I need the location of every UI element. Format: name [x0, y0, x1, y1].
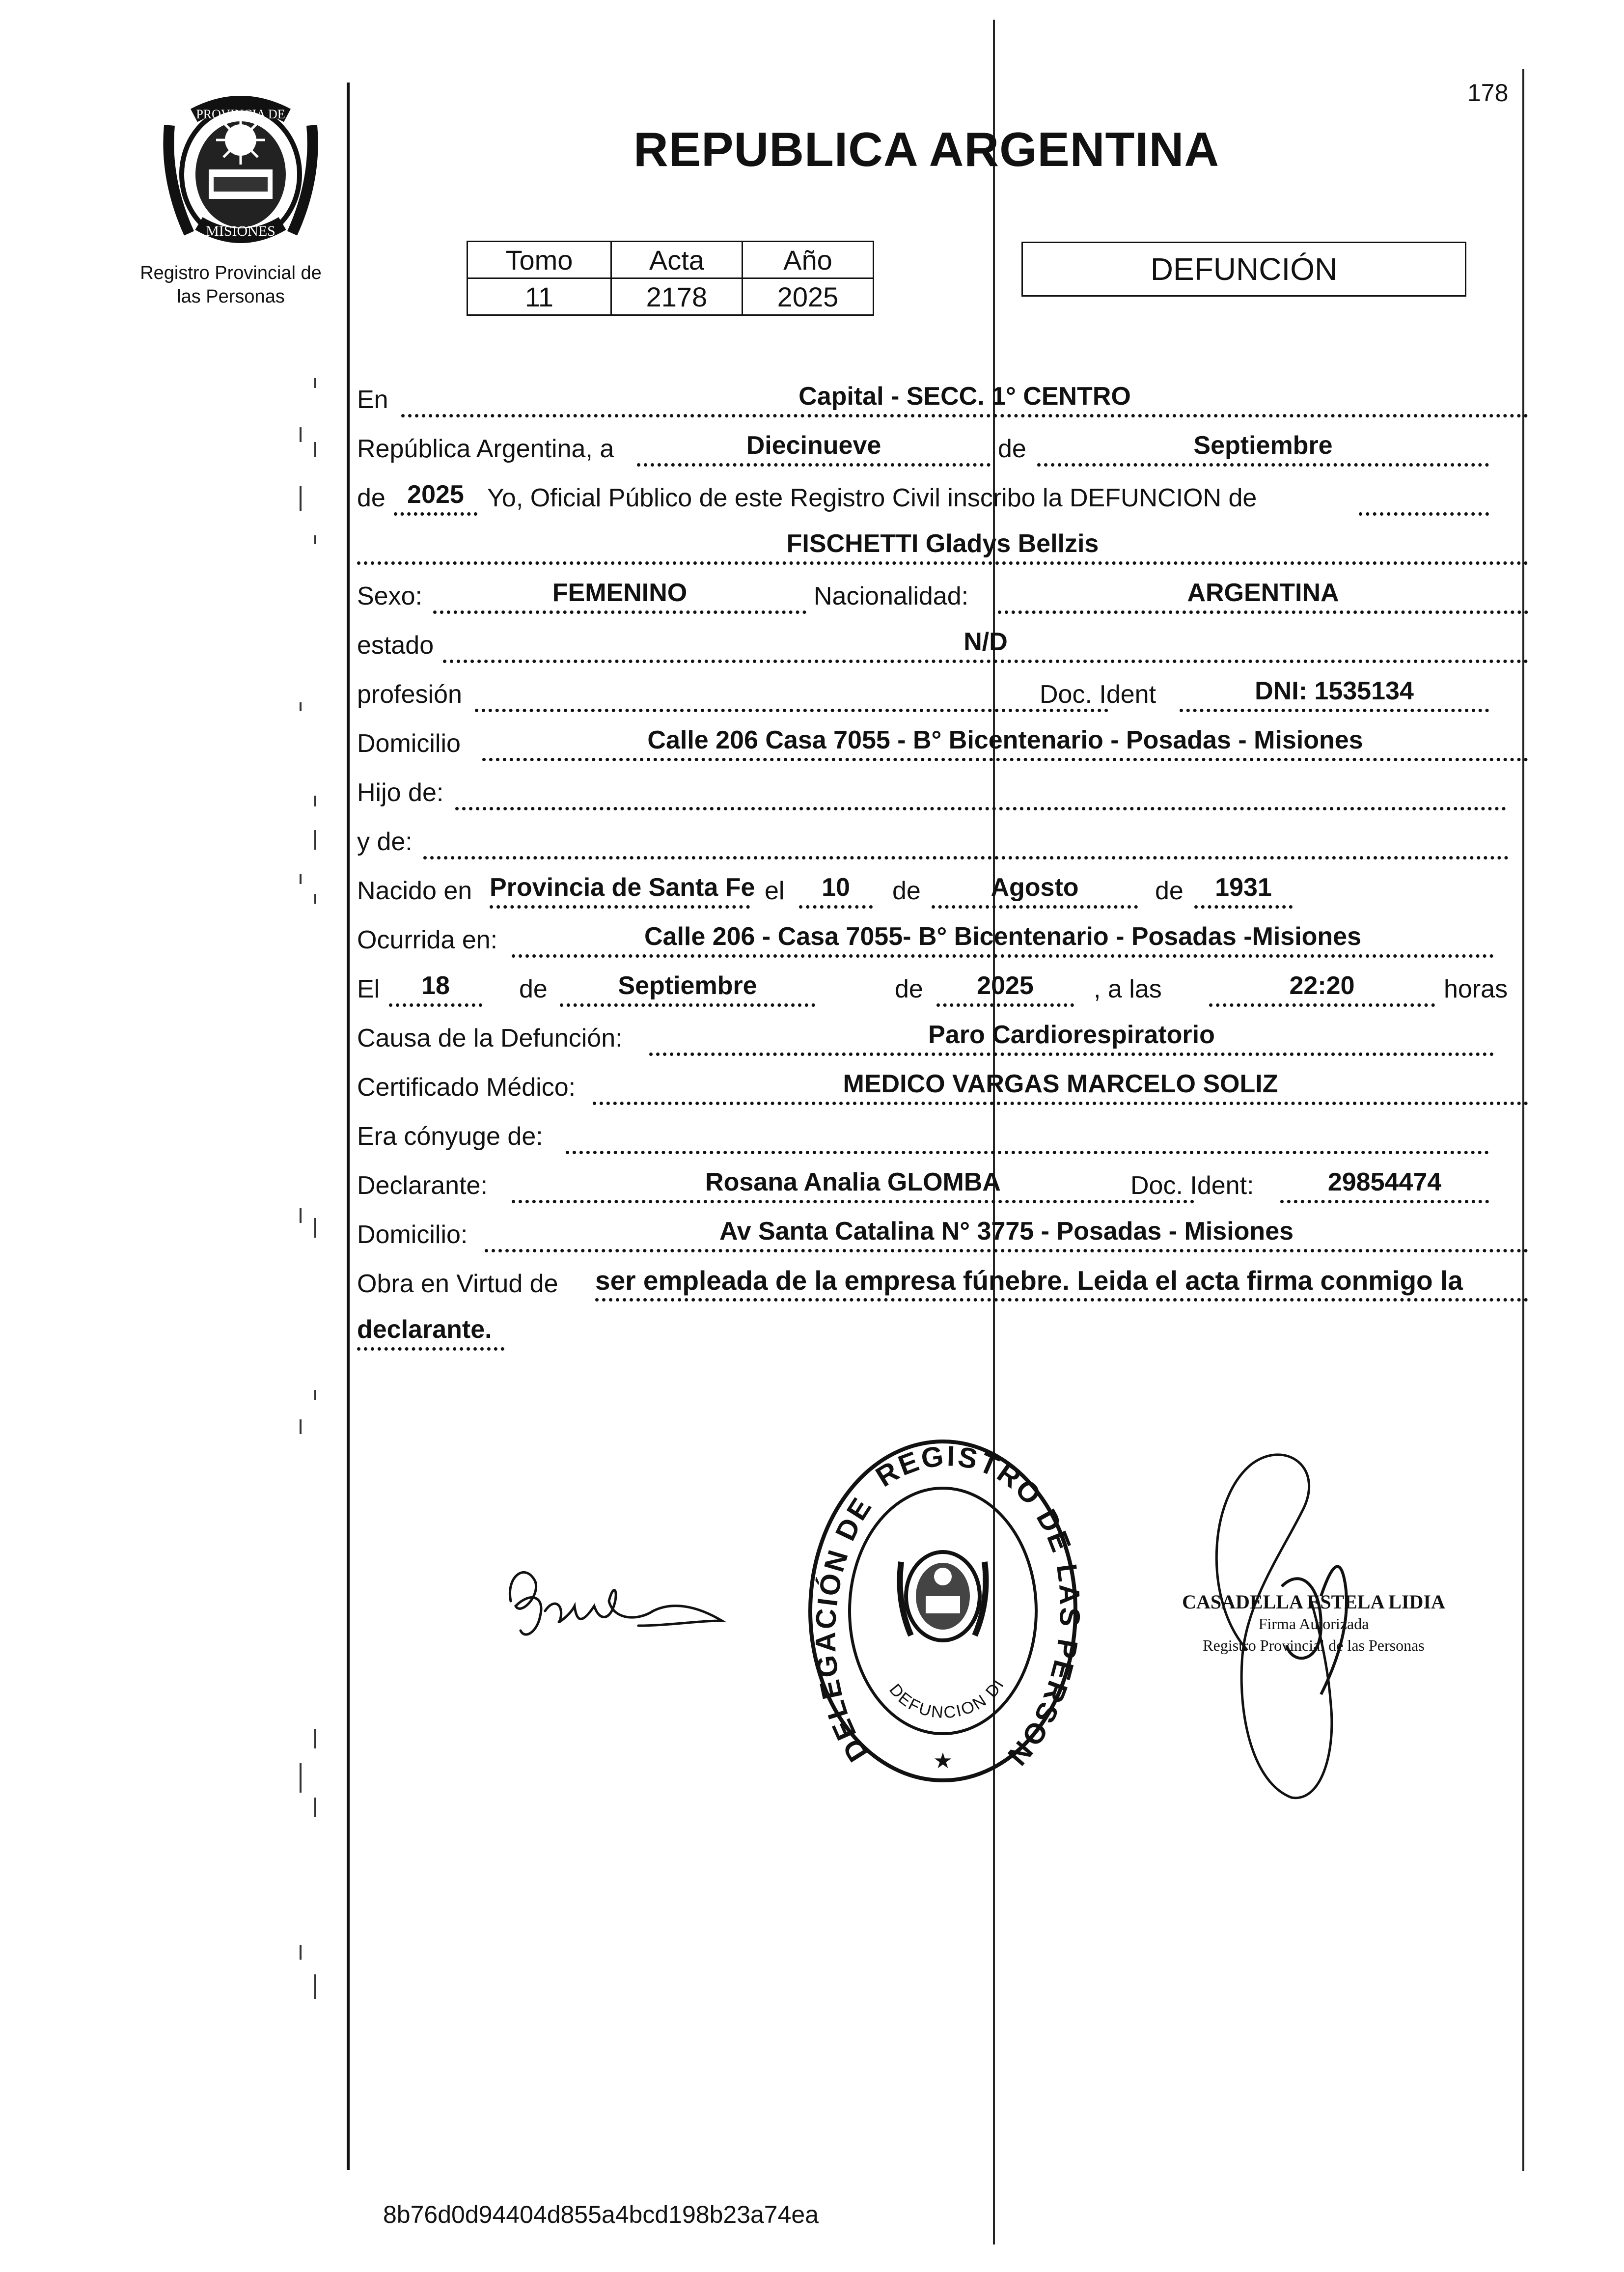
stamp-arc-top: REGISTRO DE PERSON	[870, 1440, 1080, 1773]
label-domicilio-declarante: Domicilio:	[357, 1220, 468, 1249]
field-hijo-de	[455, 772, 1506, 810]
label-certificado: Certificado Médico:	[357, 1073, 576, 1102]
field-y-de	[423, 821, 1509, 859]
act-type-box	[1021, 242, 1466, 297]
row-obra-en-virtud	[357, 1257, 1528, 1302]
field-declarante-doc: 29854474	[1280, 1164, 1489, 1203]
field-obra-line2: declarante.	[357, 1312, 504, 1351]
field-nacido-dia: 10	[799, 870, 873, 909]
row-causa	[357, 1012, 1528, 1056]
reference-table	[467, 241, 874, 316]
field-nacido-en: Provincia de Santa Fe	[490, 870, 750, 909]
seal-text-bottom: MISIONES	[206, 223, 275, 239]
label-hijo-de: Hijo de:	[357, 778, 444, 807]
field-conyuge	[566, 1115, 1489, 1154]
field-declarante-domicilio: Av Santa Catalina N° 3775 - Posadas - Misiones	[485, 1214, 1528, 1252]
label-conyuge: Era cónyuge de:	[357, 1122, 543, 1151]
field-causa: Paro Cardiorespiratorio	[649, 1017, 1494, 1056]
row-sexo	[357, 570, 1528, 614]
field-certificado: MEDICO VARGAS MARCELO SOLIZ	[593, 1066, 1528, 1105]
field-oficial-tail	[1359, 477, 1489, 516]
official-role: Firma Autorizada	[1258, 1615, 1369, 1633]
page-number: 178	[1467, 79, 1509, 107]
anio-value: 2025	[742, 278, 873, 315]
field-fallecimiento-anio: 2025	[936, 968, 1074, 1007]
page-title: REPUBLICA ARGENTINA	[633, 122, 1220, 176]
row-obra-en-virtud-2	[357, 1306, 1528, 1351]
row-y-de	[357, 815, 1528, 859]
field-hora: 22:20	[1209, 968, 1435, 1007]
field-nacido-mes: Agosto	[932, 870, 1138, 909]
field-mes-texto: Septiembre	[1037, 428, 1489, 467]
field-fallecimiento-dia: 18	[389, 968, 482, 1007]
field-ocurrida-en: Calle 206 - Casa 7055- B° Bicentenario - Posadas -Misiones	[512, 919, 1494, 958]
label-el: el	[765, 877, 785, 905]
row-fecha-acta	[357, 422, 1528, 467]
label-causa: Causa de la Defunción:	[357, 1024, 623, 1053]
label-en: En	[357, 386, 388, 414]
field-domicilio: Calle 206 Casa 7055 - B° Bicentenario - Posadas - Misiones	[482, 722, 1528, 761]
label-ocurrida-en: Ocurrida en:	[357, 926, 498, 954]
seal-text-top: PROVINCIA DE	[196, 107, 285, 121]
document-hash: 8b76d0d94404d855a4bcd198b23a74ea	[383, 2201, 819, 2228]
field-fallecido: FISCHETTI Gladys Bellzis	[357, 526, 1528, 565]
row-fecha-fallecimiento	[357, 963, 1528, 1007]
row-declarante	[357, 1159, 1528, 1203]
row-hijo-de	[357, 766, 1528, 810]
declarant-signature	[491, 1547, 746, 1655]
registry-label	[125, 261, 336, 308]
row-domicilio-declarante	[357, 1208, 1528, 1252]
label-el-cap: El	[357, 975, 380, 1003]
anio-header: Año	[742, 242, 873, 278]
label-estado: estado	[357, 631, 434, 660]
stamp-star-icon: ★	[933, 1749, 953, 1773]
registry-label-line2: las Personas	[177, 286, 285, 307]
stamp-arc-left: DELEGACIÓN DE	[809, 1491, 879, 1768]
label-obra-en-virtud: Obra en Virtud de	[357, 1270, 558, 1298]
label-domicilio: Domicilio	[357, 729, 461, 758]
official-office: Registro Provincial de las Personas	[1203, 1636, 1425, 1654]
field-estado: N/D	[443, 624, 1528, 663]
row-fallecido	[357, 521, 1528, 565]
label-de-mes: de	[998, 435, 1026, 463]
field-anio: 2025	[394, 477, 477, 516]
label-y-de: y de:	[357, 828, 413, 856]
official-name-stamp	[1156, 1591, 1471, 1656]
field-obra-line1: ser empleada de la empresa fúnebre. Leida el acta firma conmigo la	[595, 1263, 1528, 1302]
field-declarante: Rosana Analia GLOMBA	[512, 1164, 1194, 1203]
official-name: CASADELLA ESTELA LIDIA	[1182, 1591, 1445, 1613]
acta-value: 2178	[611, 278, 742, 315]
row-conyuge	[357, 1110, 1528, 1154]
field-profesion	[475, 673, 1108, 712]
act-type: DEFUNCIÓN	[1150, 251, 1338, 287]
left-margin-rule	[347, 83, 350, 2170]
field-fallecimiento-mes: Septiembre	[560, 968, 815, 1007]
label-de-fall-mes: de	[519, 975, 548, 1003]
label-doc-ident-declarante: Doc. Ident:	[1130, 1171, 1254, 1200]
row-oficial	[357, 471, 1528, 516]
row-certificado	[357, 1061, 1528, 1105]
row-domicilio	[357, 717, 1528, 761]
row-profesion	[357, 668, 1528, 712]
label-nacido-en: Nacido en	[357, 877, 472, 905]
label-yo-oficial: Yo, Oficial Público de este Registro Civil inscribo la DEFUNCION de	[487, 484, 1257, 512]
field-dia-texto: Diecinueve	[637, 428, 991, 467]
stamp-inner-text: DEFUNCION DI	[885, 1675, 1009, 1722]
registry-stamp	[805, 1434, 1080, 1788]
label-nacionalidad: Nacionalidad:	[814, 582, 969, 610]
label-republica-a: República Argentina, a	[357, 435, 614, 463]
row-ocurrida-en	[357, 914, 1528, 958]
label-profesion: profesión	[357, 680, 462, 709]
field-nacionalidad: ARGENTINA	[998, 575, 1528, 614]
label-de-fall-anio: de	[895, 975, 923, 1003]
registry-label-line1: Registro Provincial de	[140, 263, 322, 283]
label-de-nac-anio: de	[1155, 877, 1184, 905]
label-a-las: , a las	[1094, 975, 1162, 1003]
row-nacimiento	[357, 864, 1528, 909]
acta-header: Acta	[611, 242, 742, 278]
label-de-nac-mes: de	[892, 877, 921, 905]
tomo-value: 11	[468, 278, 611, 315]
field-nacido-anio: 1931	[1194, 870, 1293, 909]
field-sexo: FEMENINO	[433, 575, 806, 614]
label-declarante: Declarante:	[357, 1171, 488, 1200]
field-lugar: Capital - SECC. 1° CENTRO	[401, 379, 1528, 417]
label-horas: horas	[1444, 975, 1508, 1003]
tomo-header: Tomo	[468, 242, 611, 278]
provincial-coat-of-arms	[160, 96, 322, 248]
row-lugar	[357, 373, 1528, 417]
label-doc-ident: Doc. Ident	[1040, 680, 1156, 709]
row-estado	[357, 619, 1528, 663]
field-doc-ident: DNI: 1535134	[1180, 673, 1489, 712]
margin-specks	[285, 373, 324, 2043]
label-de-anio: de	[357, 484, 385, 512]
stamp-coat-of-arms-icon	[900, 1552, 986, 1640]
label-sexo: Sexo:	[357, 582, 422, 610]
